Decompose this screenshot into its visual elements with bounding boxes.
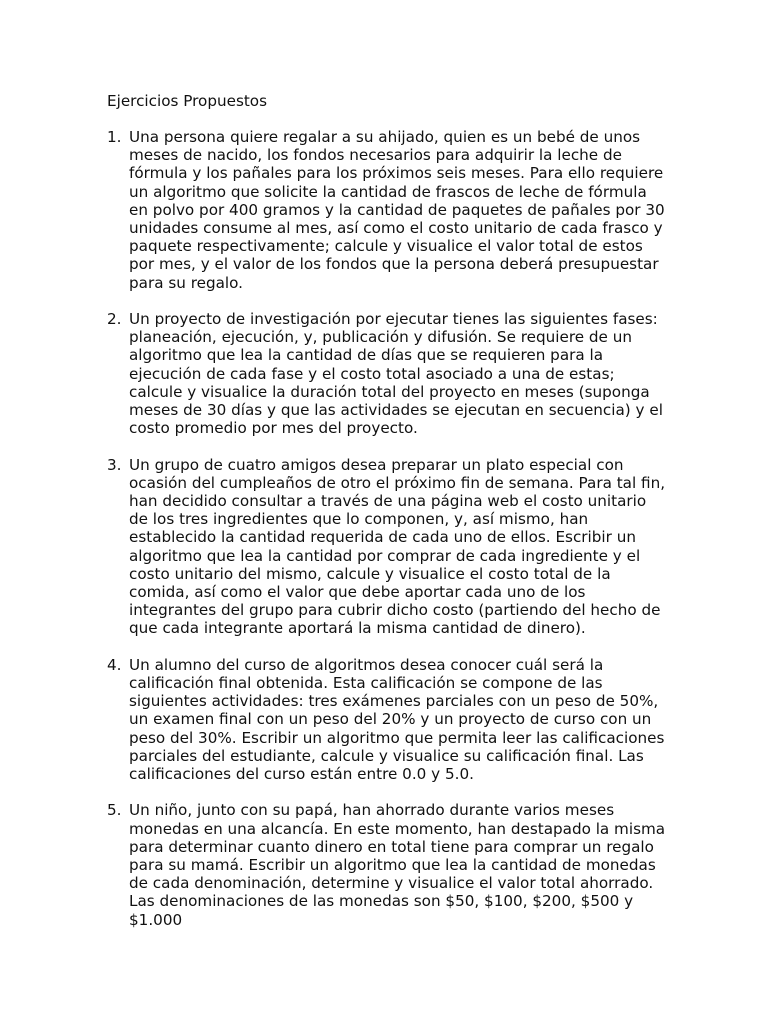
exercise-item [107, 456, 667, 638]
exercise-number: 4. [107, 655, 122, 674]
exercise-text: Un grupo de cuatro amigos desea preparar un plato especial con ocasión del cumpleaños de otro el próximo fin de semana. Para tal fin, han decidido consultar a través de una página web el costo unitario de los tres ingredientes que lo componen, y, así mismo, han establecido la cantidad requerida de cada uno de ellos. Escribir un algoritmo que lea la cantidad por comprar de cada ingrediente y el costo unitario del mismo, calcule y visualice el costo total de la comida, así como el valor que debe aportar cada uno de los integrantes del grupo para cubrir dicho costo (partiendo del hecho de que cada integrante aportará la misma cantidad de dinero). [129, 455, 666, 638]
exercise-number: 2. [107, 310, 122, 329]
exercise-item [107, 656, 667, 783]
exercise-number: 1. [107, 128, 122, 146]
exercise-number: 5. [107, 801, 122, 820]
exercise-text: Un alumno del curso de algoritmos desea conocer cuál será la calificación final obtenida. Esta calificación se compone de las siguientes actividades: tres exámenes parciales con un peso de 50%, un examen final con un peso del 20% y un proyecto de curso con un peso del 30%. Escribir un algoritmo que permita leer las calificaciones parciales del estudiante, calcule y visualice su calificación final. Las calificaciones del curso están entre 0.0 y 5.0. [129, 655, 665, 784]
exercise-text: Un niño, junto con su papá, han ahorrado durante varios meses monedas en una alcancía. En este momento, han destapado la misma para determinar cuanto dinero en total tiene para comprar un regalo para su mamá. Escribir un algoritmo que lea la cantidad de monedas de cada denominación, determine y visualice el valor total ahorrado. Las denominaciones de las monedas son $50, $100, $200, $500 y $1.000 [129, 801, 666, 929]
exercise-item [107, 801, 667, 928]
exercise-text: Una persona quiere regalar a su ahijado, quien es un bebé de unos meses de nacido, los fondos necesarios para adquirir la leche de fórmula y los pañales para los próximos seis meses. Para ello requiere un algoritmo que solicite la cantidad de frascos de leche de fórmula en polvo por 400 gramos y la cantidad de paquetes de pañales por 30 unidades consume al mes, así como el costo unitario de cada frasco y paquete respectivamente; calcule y visualice el valor total de estos por mes, y el valor de los fondos que la persona deberá presupuestar para su regalo. [129, 128, 665, 292]
exercise-item [107, 310, 667, 437]
exercise-item [107, 128, 667, 292]
exercise-number: 3. [107, 455, 122, 474]
document-title: Ejercicios Propuestos [107, 92, 268, 110]
exercise-list [107, 128, 667, 947]
exercise-text: Un proyecto de investigación por ejecutar tienes las siguientes fases: planeación, ejecución, y, publicación y difusión. Se requiere de un algoritmo que lea la cantidad de días que se requieren para la ejecución de cada fase y el costo total asociado a una de estas; calcule y visualice la duración total del proyecto en meses (suponga meses de 30 días y que las actividades se ejecutan en secuencia) y el costo promedio por mes del proyecto. [129, 310, 663, 438]
